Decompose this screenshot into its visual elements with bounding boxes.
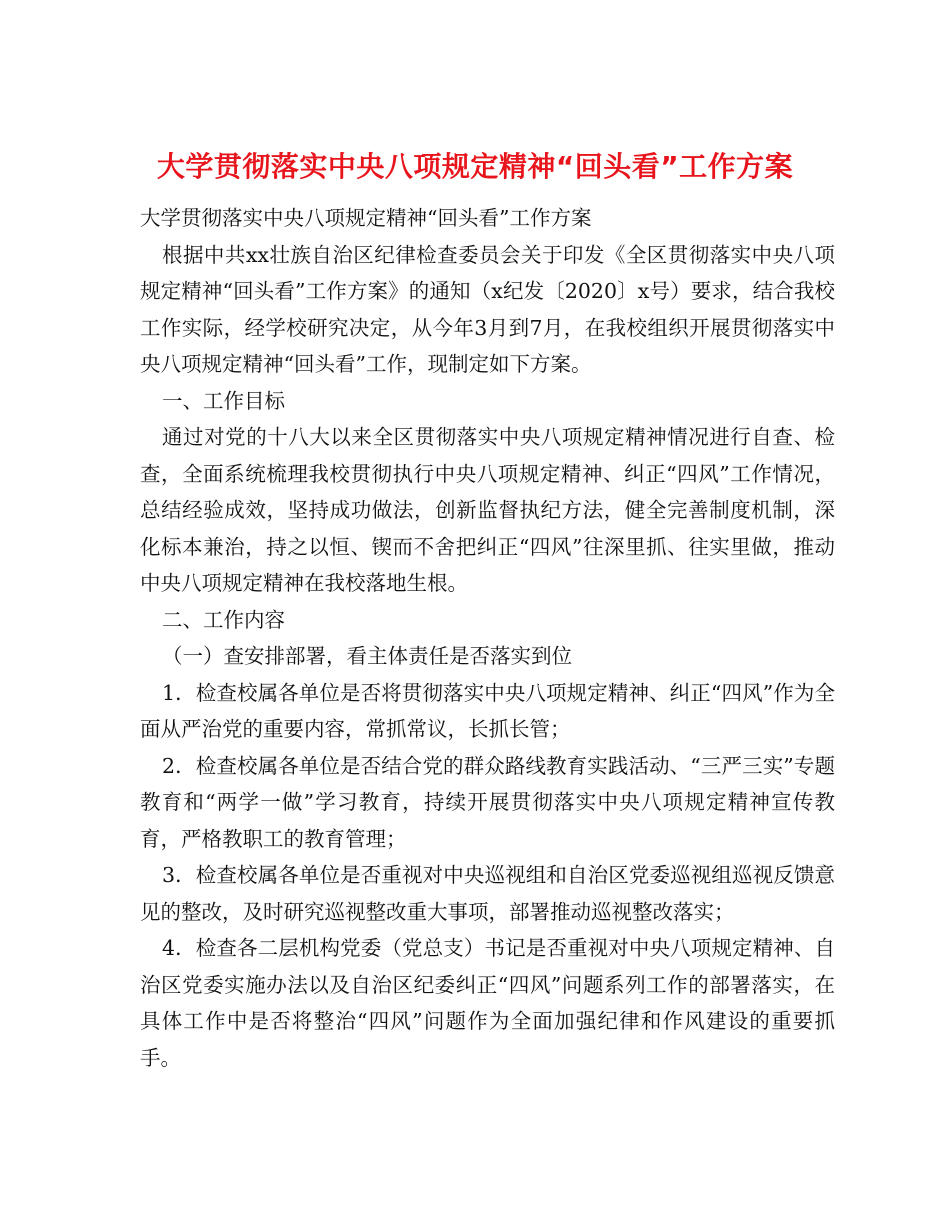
subsection-heading-1: （一）查安排部署，看主体责任是否落实到位 [162, 644, 572, 668]
list-item-1: 1．检查校属各单位是否将贯彻落实中央八项规定精神、纠正“四风”作为全面从严治党的重要内容，常抓常议，长抓长管； [140, 680, 835, 741]
list-item-2: 2．检查校属各单位是否结合党的群众路线教育实践活动、“三严三实”专题教育和“两学一做”学习教育，持续开展贯彻落实中央八项规定精神宣传教育，严格教职工的教育管理； [140, 753, 835, 851]
goals-paragraph: 通过对党的十八大以来全区贯彻落实中央八项规定精神情况进行自查、检查，全面系统梳理我校贯彻执行中央八项规定精神、纠正“四风”工作情况，总结经验成效，坚持成功做法，创新监督执纪方法，健全完善制度机制，深化标本兼治，持之以恒、锲而不舍把纠正“四风”往深里抓、往实里做，推动中央八项规定精神在我校落地生根。 [140, 425, 835, 595]
document-title: 大学贯彻落实中央八项规定精神“回头看”工作方案 [156, 149, 794, 183]
section-heading-content: 二、工作内容 [162, 607, 285, 632]
list-item-4: 4．检查各二层机构党委（党总支）书记是否重视对中央八项规定精神、自治区党委实施办法以及自治区纪委纠正“四风”问题系列工作的部署落实，在具体工作中是否将整治“四风”问题作为全面加强纪律和作风建设的重要抓手。 [140, 936, 835, 1070]
list-item-3: 3．检查校属各单位是否重视对中央巡视组和自治区党委巡视组巡视反馈意见的整改，及时研究巡视整改重大事项，部署推动巡视整改落实； [140, 863, 835, 924]
subtitle-paragraph: 大学贯彻落实中央八项规定精神“回头看”工作方案 [140, 206, 592, 230]
section-heading-goals: 一、工作目标 [162, 388, 285, 413]
intro-paragraph: 根据中共xx壮族自治区纪律检查委员会关于印发《全区贯彻落实中央八项规定精神“回头看”工作方案》的通知（x纪发〔2020〕x号）要求，结合我校工作实际，经学校研究决定，从今年3月到7月，在我校组织开展贯彻落实中央八项规定精神“回头看”工作，现制定如下方案。 [140, 242, 835, 376]
document-body [140, 200, 835, 1076]
